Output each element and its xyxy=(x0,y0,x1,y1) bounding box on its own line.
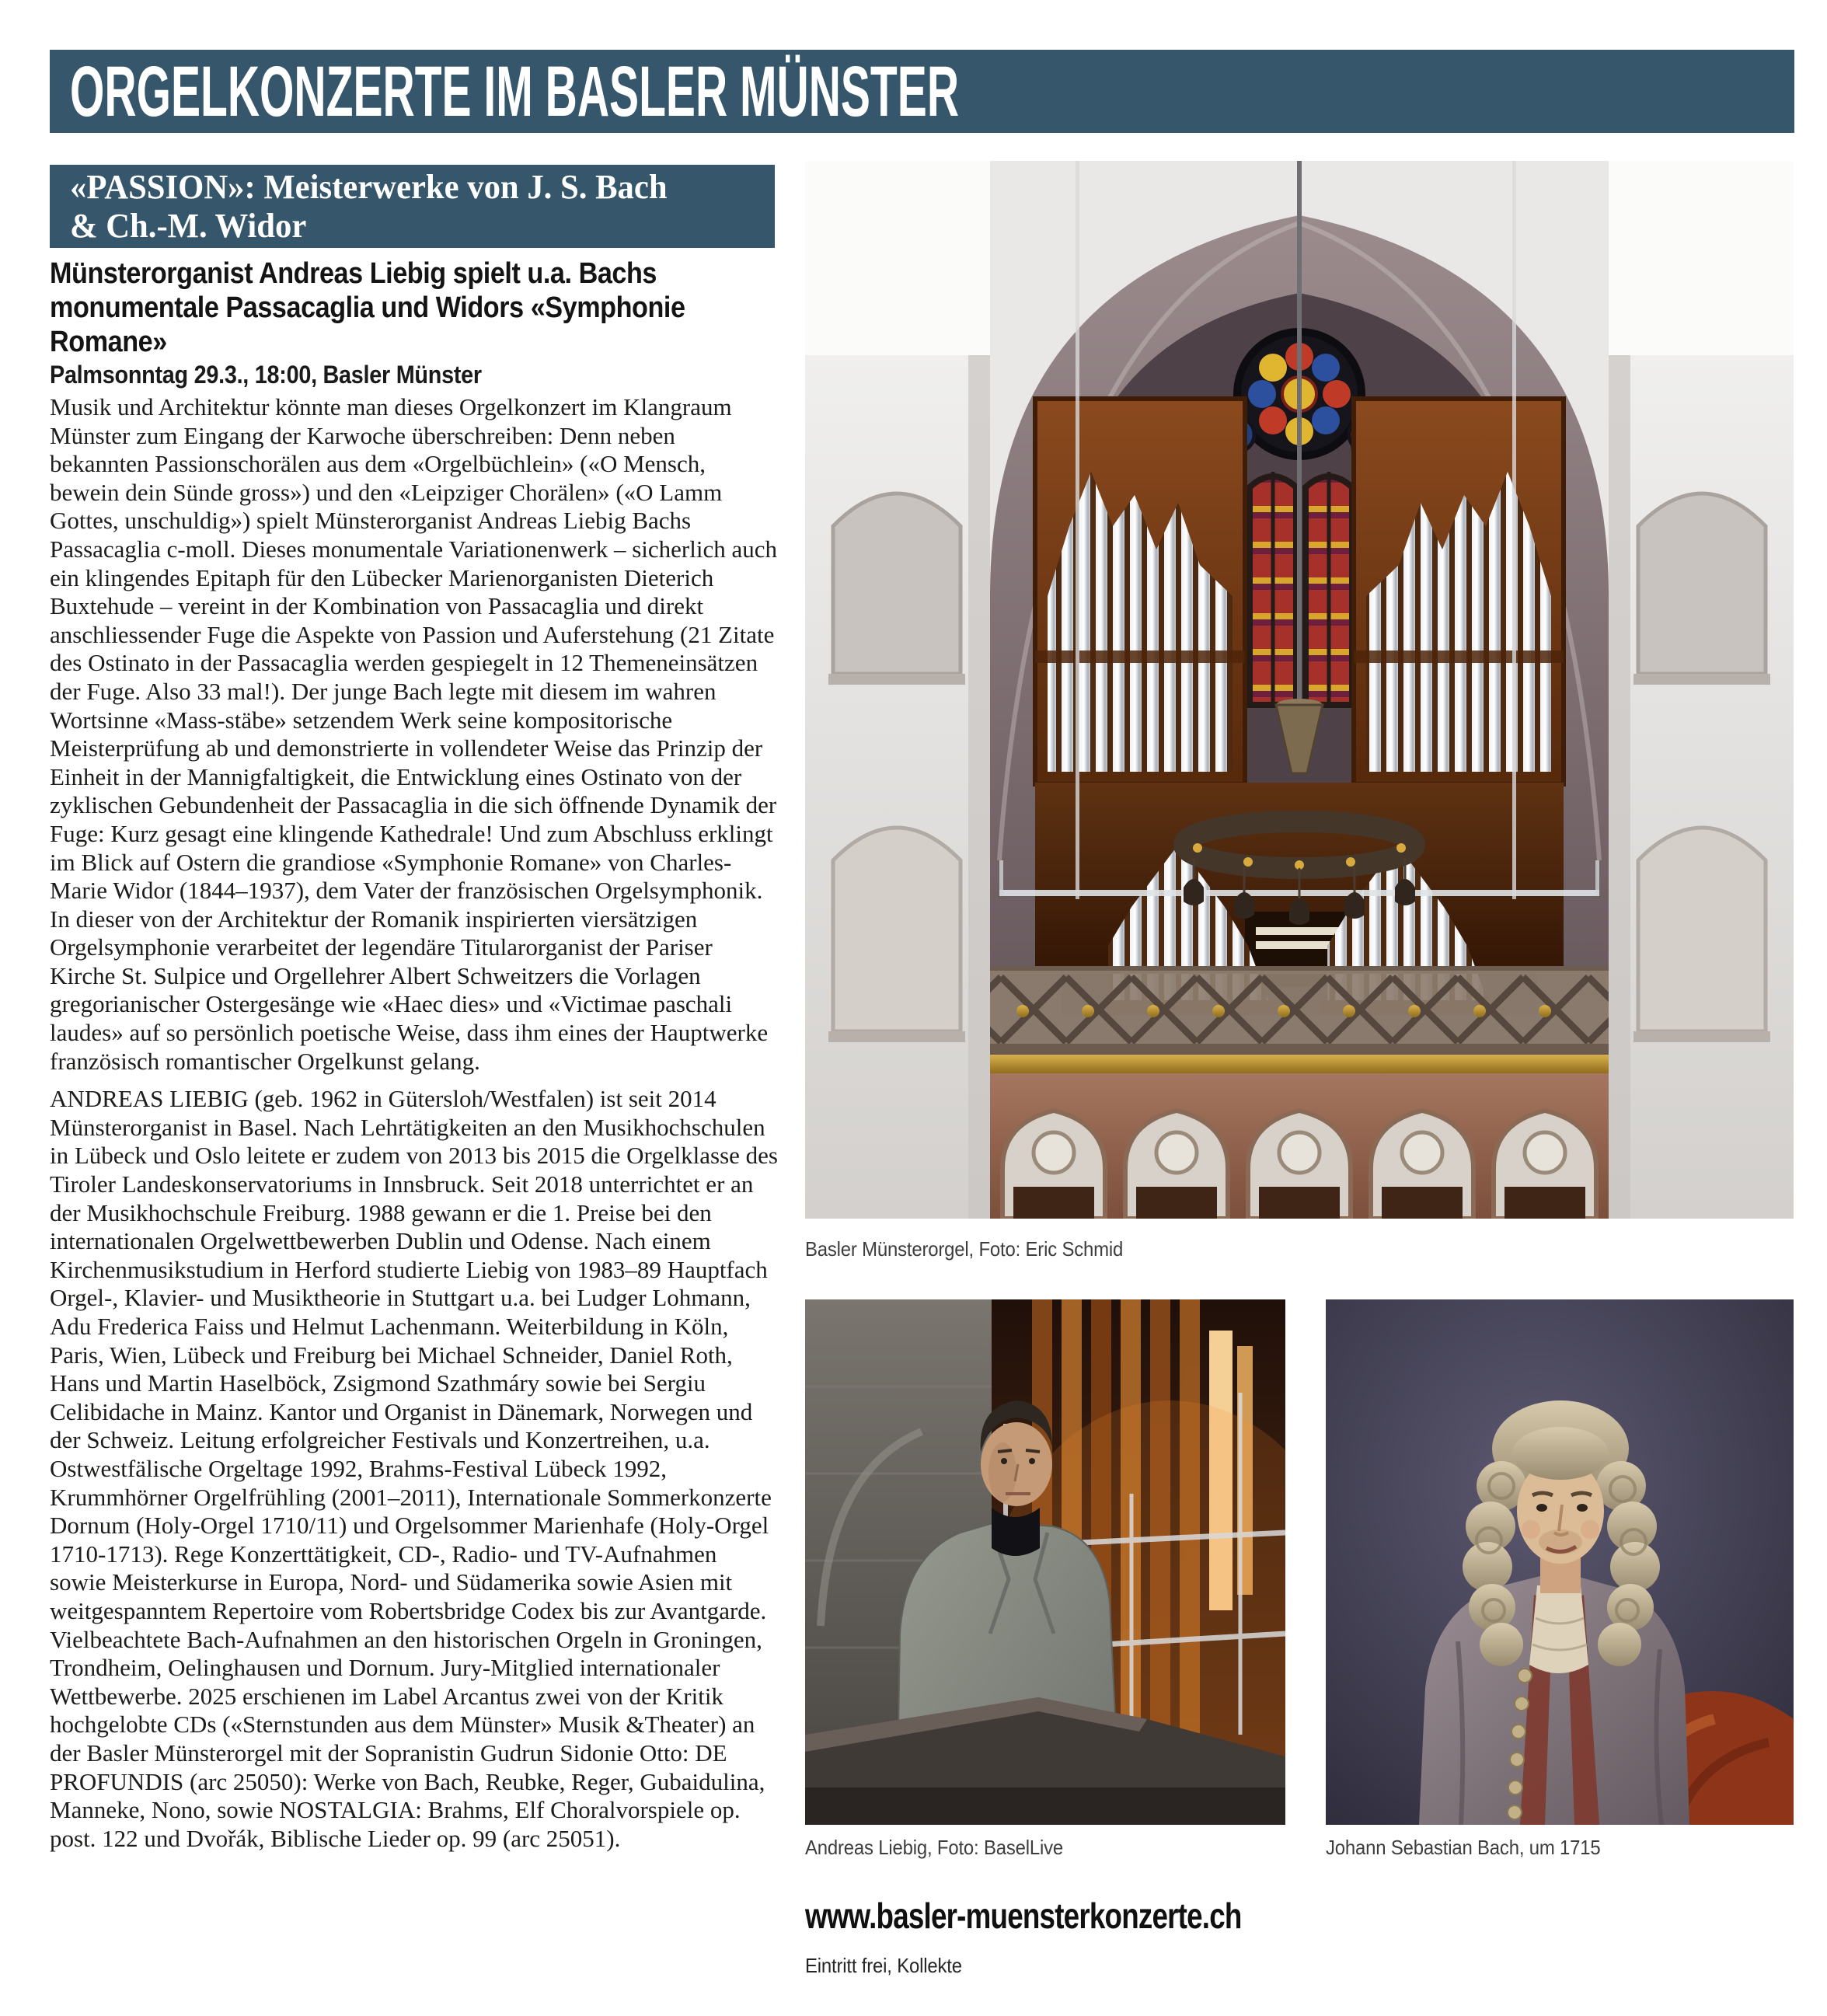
page-title: ORGELKONZERTE IM BASLER MÜNSTER xyxy=(70,51,960,131)
kicker-line-2: & Ch.-M. Widor xyxy=(70,206,307,245)
concert-kicker-box xyxy=(50,165,775,248)
organ-photo xyxy=(805,161,1794,1219)
admission-note: Eintritt frei, Kollekte xyxy=(805,1954,962,1977)
bach-portrait-illustration xyxy=(1326,1299,1794,1825)
kicker-line-1: «PASSION»: Meisterwerke von J. S. Bach xyxy=(70,167,668,206)
article-body xyxy=(50,393,779,1853)
title-banner xyxy=(50,50,1794,133)
event-dateline: Palmsonntag 29.3., 18:00, Basler Münster xyxy=(50,361,482,389)
body-paragraph-biography: ANDREAS LIEBIG (geb. 1962 in Gütersloh/Westfalen) ist seit 2014 Münsterorganist in Basel. Nach Lehrtätigkeiten an den Musikhochschulen in Lübeck und Oslo leitete er zudem von 2013 bis 2015 die Orgelklasse des Tiroler Landeskonservatoriums in Innsbruck. Seit 2018 unterrichtet er an der Musikhochschule Freiburg. 1988 gewann er die 1. Preise bei den internationalen Orgelwettbewerben Dublin und Odense. Nach einem Kirchenmusikstudium in Herford studierte Liebig von 1983–89 Hauptfach Orgel-, Klavier- und Musiktheorie in Stuttgart u.a. bei Ludger Lohmann, Adu Frederica Faiss und Helmut Lachenmann. Weiterbildung in Köln, Paris, Wien, Lübeck und Freiburg bei Michael Schneider, Daniel Roth, Hans und Martin Haselböck, Zsigmond Szathmáry sowie bei Sergiu Celibidache in Mainz. Kantor und Organist in Dänemark, Norwegen und der Schweiz. Leitung erfolgreicher Festivals und Konzertreihen, u.a. Ostwestfälische Orgeltage 1992, Brahms-Festival Lübeck 1992, Krummhörner Orgelfrühling (2001–2011), Internationale Sommerkonzerte Dornum (Holy-Orgel 1710/11) und Orgelsommer Marienhafe (Holy-Orgel 1710-1713). Rege Konzerttätigkeit, CD-, Radio- und TV-Aufnahmen sowie Meisterkurse in Europa, Nord- und Südamerika sowie Asien mit weitgespanntem Repertoire vom Robertsbridge Codex bis zur Avantgarde. Vielbeachtete Bach-Aufnahmen an den historischen Orgeln in Groningen, Trondheim, Oelinghausen und Dornum. Jury-Mitglied internationaler Wettbewerbe. 2025 erschienen im Label Arcantus zwei von der Kritik hochgelobte CDs («Sternstunden aus dem Münster» Musik &Theater) an der Basler Münsterorgel mit der Sopranistin Gudrun Sidonie Otto: DE PROFUNDIS (arc 25050): Werke von Bach, Reubke, Reger, Gubaidulina, Manneke, Nono, sowie NOSTALGIA: Brahms, Elf Choralvorspiele op. post. 122 und Dvořák, Biblische Lieder op. 99 (arc 25051). xyxy=(50,1085,778,1852)
article-subtitle: Münsterorganist Andreas Liebig spielt u.a. Bachs monumentale Passacaglia und Widors «Symphonie Romane» xyxy=(50,257,685,358)
liebig-photo xyxy=(805,1299,1285,1825)
organ-photo-illustration xyxy=(805,161,1794,1219)
body-paragraph-program: Musik und Architektur könnte man dieses Orgelkonzert im Klangraum Münster zum Eingang der Karwoche überschreiben: Denn neben bekannten Passionschorälen aus dem «Orgelbüchlein» («O Mensch, bewein dein Sünde gross») und den «Leipziger Chorälen» («O Lamm Gottes, unschuldig») spielt Münsterorganist Andreas Liebig Bachs Passacaglia c-moll. Dieses monumentale Variationenwerk – sicherlich auch ein klingendes Epitaph für den Lübecker Marienorganisten Dieterich Buxtehude – vereint in der Kombination von Passacaglia und direkt anschliessender Fuge die Aspekte von Passion und Auferstehung (21 Zitate des Ostinato in der Passacaglia werden gespiegelt in 12 Themeneinsätzen der Fuge. Also 33 mal!). Der junge Bach legte mit diesem im wahren Wortsinne «Mass-stäbe» setzendem Werk seine kompositorische Meisterprüfung ab und demonstrierte in vollendeter Weise das Prinzip der Einheit in der Mannigfaltigkeit, die Entwicklung eines Ostinato von der zyklischen Gebundenheit der Passacaglia in die sich öffnende Dynamik der Fuge: Kurz gesagt eine klingende Kathedrale! Und zum Abschluss erklingt im Blick auf Ostern die grandiose «Symphonie Romane» von Charles-Marie Widor (1844–1937), dem Vater der französischen Orgelsymphonik. In dieser von der Architektur der Romanik inspirierten viersätzigen Orgelsymphonie verarbeitet der legendäre Titularorganist der Pariser Kirche St. Sulpice und Orgellehrer Albert Schweitzers die Vorlagen gregorianischer Ostergesänge wie «Haec dies» und «Victimae paschali laudes» auf so persönlich poetische Weise, dass ihm eines der Hauptwerke französisch romantischer Orgelkunst gelang. xyxy=(50,393,778,1075)
bach-photo xyxy=(1326,1299,1794,1825)
organ-photo-caption: Basler Münsterorgel, Foto: Eric Schmid xyxy=(805,1237,1124,1261)
website-link[interactable]: www.basler-muensterkonzerte.ch xyxy=(805,1896,1242,1936)
liebig-photo-illustration xyxy=(805,1299,1285,1825)
bach-photo-caption: Johann Sebastian Bach, um 1715 xyxy=(1326,1836,1601,1859)
liebig-photo-caption: Andreas Liebig, Foto: BaselLive xyxy=(805,1836,1064,1859)
